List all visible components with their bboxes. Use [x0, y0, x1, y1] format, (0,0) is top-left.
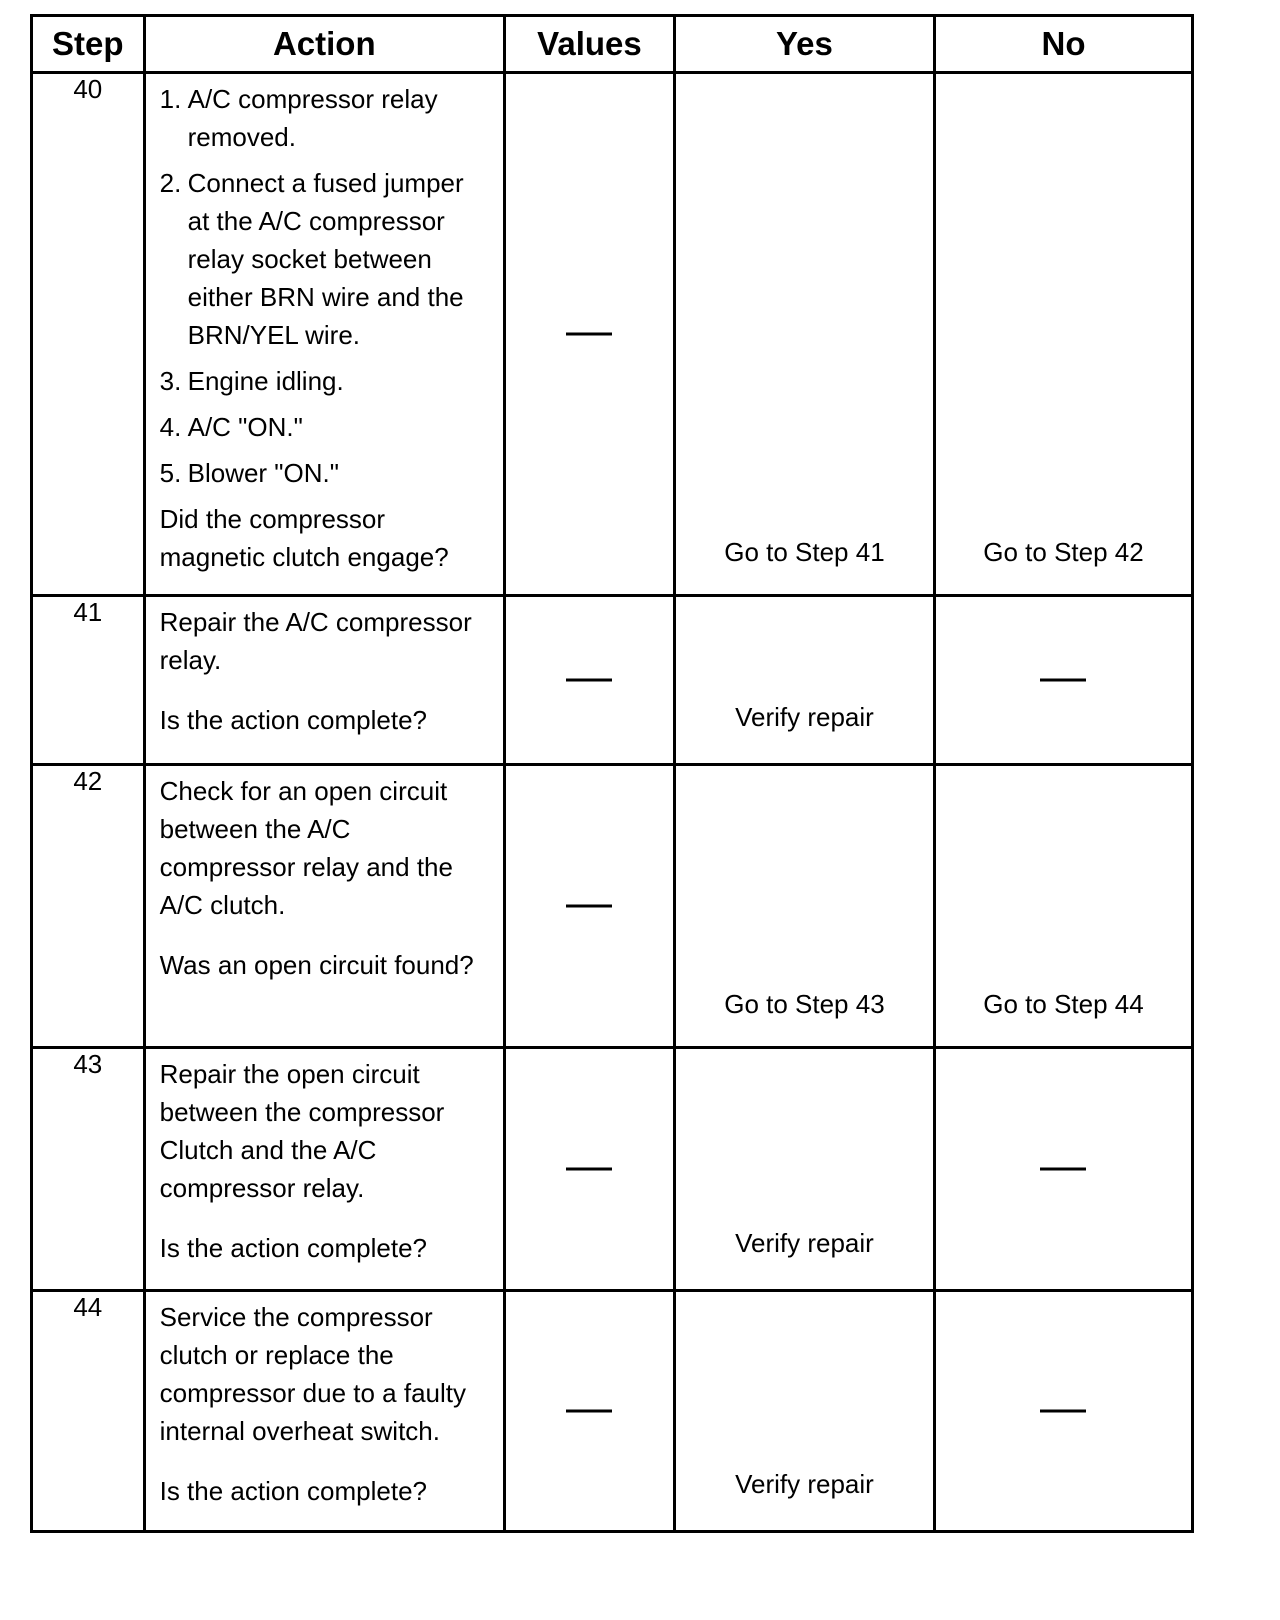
- step-number: 40: [32, 73, 145, 596]
- action-text: Repair the A/C compressor relay.: [159, 607, 472, 675]
- empty-no-dash: [1040, 1410, 1086, 1413]
- yes-result: Verify repair: [735, 1228, 874, 1258]
- header-row: [32, 16, 1193, 73]
- empty-value-dash: [566, 905, 612, 908]
- values-cell: [504, 1048, 674, 1291]
- step-number: 41: [32, 596, 145, 765]
- yes-result: Verify repair: [735, 1469, 874, 1499]
- no-cell: [934, 73, 1192, 596]
- action-question: Did the compressor magnetic clutch engage?: [159, 504, 449, 572]
- yes-cell: [674, 765, 934, 1048]
- action-question: Is the action complete?: [159, 1476, 427, 1506]
- action-list-item: 1. A/C compressor relay removed.: [159, 84, 438, 152]
- action-list-item: 3. Engine idling.: [159, 366, 344, 396]
- header-step: Step: [32, 16, 145, 73]
- action-cell: [144, 73, 504, 596]
- header-no: No: [934, 16, 1192, 73]
- action-cell: [144, 1291, 504, 1532]
- no-cell: [934, 596, 1192, 765]
- header-action: Action: [144, 16, 504, 73]
- yes-cell: [674, 1291, 934, 1532]
- action-list-item: 5. Blower "ON.": [159, 458, 339, 488]
- no-result: Go to Step 44: [983, 989, 1144, 1019]
- action-question: Was an open circuit found?: [159, 950, 474, 980]
- step-number: 44: [32, 1291, 145, 1532]
- empty-no-dash: [1040, 1168, 1086, 1171]
- action-text: Check for an open circuit between the A/C compressor relay and the A/C clutch.: [159, 776, 453, 920]
- action-cell: [144, 1048, 504, 1291]
- yes-cell: [674, 73, 934, 596]
- no-cell: [934, 1291, 1192, 1532]
- action-cell: [144, 596, 504, 765]
- action-cell: [144, 765, 504, 1048]
- no-cell: [934, 765, 1192, 1048]
- yes-cell: [674, 1048, 934, 1291]
- action-question: Is the action complete?: [159, 705, 427, 735]
- table-row-step-43: [32, 1048, 1193, 1291]
- action-list: [160, 80, 489, 492]
- empty-value-dash: [566, 1168, 612, 1171]
- values-cell: [504, 1291, 674, 1532]
- table-row-step-42: [32, 765, 1193, 1048]
- table-row-step-41: [32, 596, 1193, 765]
- yes-result: Go to Step 41: [724, 537, 885, 567]
- empty-value-dash: [566, 679, 612, 682]
- empty-no-dash: [1040, 679, 1086, 682]
- step-number: 43: [32, 1048, 145, 1291]
- yes-result: Go to Step 43: [724, 989, 885, 1019]
- step-number: 42: [32, 765, 145, 1048]
- values-cell: [504, 73, 674, 596]
- action-text: Repair the open circuit between the compressor Clutch and the A/C compressor relay.: [159, 1059, 445, 1203]
- diagnostic-table: [30, 14, 1194, 1533]
- empty-value-dash: [566, 1410, 612, 1413]
- action-question: Is the action complete?: [159, 1233, 427, 1263]
- action-text: Service the compressor clutch or replace the compressor due to a faulty internal overheat switch.: [159, 1302, 466, 1446]
- table-row-step-40: [32, 73, 1193, 596]
- yes-cell: [674, 596, 934, 765]
- header-yes: Yes: [674, 16, 934, 73]
- no-result: Go to Step 42: [983, 537, 1144, 567]
- table-row-step-44: [32, 1291, 1193, 1532]
- no-cell: [934, 1048, 1192, 1291]
- action-list-item: 4. A/C "ON.": [159, 412, 303, 442]
- values-cell: [504, 765, 674, 1048]
- header-values: Values: [504, 16, 674, 73]
- values-cell: [504, 596, 674, 765]
- yes-result: Verify repair: [735, 702, 874, 732]
- empty-value-dash: [566, 333, 612, 336]
- action-list-item: 2. Connect a fused jumper at the A/C compressor relay socket between either BRN wire and the BRN/YEL wire.: [159, 168, 464, 350]
